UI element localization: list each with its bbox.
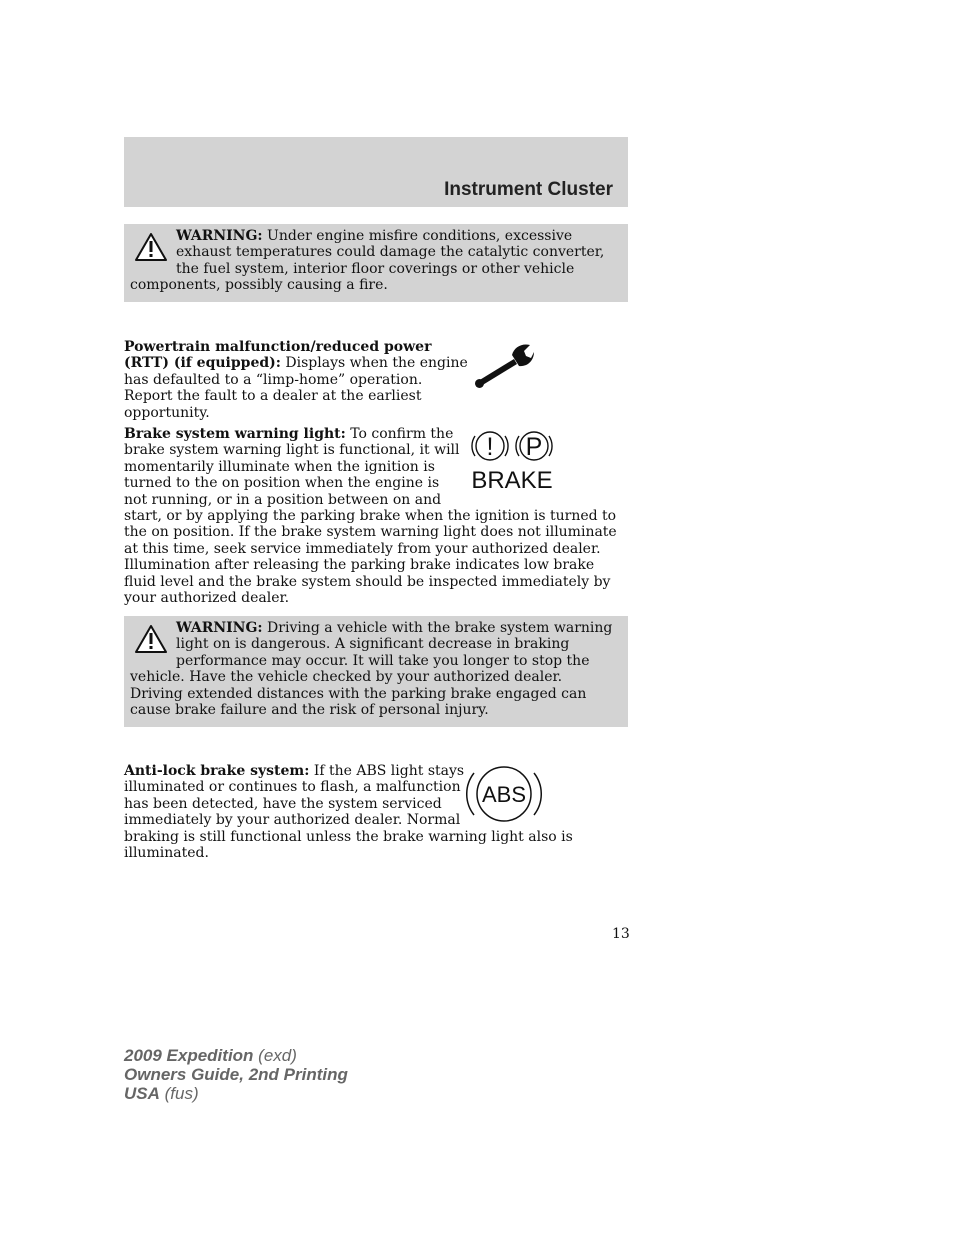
section-abs — [124, 763, 630, 861]
warning-text — [130, 620, 618, 718]
section-title: Instrument Cluster — [444, 179, 613, 200]
abs-text — [124, 763, 630, 861]
footer-line-2: Owners Guide, 2nd Printing — [124, 1065, 348, 1084]
brake-p-symbol: P — [525, 433, 543, 461]
warning-box-misfire — [124, 224, 628, 302]
section-powertrain — [124, 339, 630, 421]
warning-box-brake — [124, 616, 628, 727]
brake-warning-symbol — [466, 428, 558, 494]
powertrain-heading: Powertrain malfunction/reduced power (RTT) (if equipped): — [124, 339, 432, 372]
brake-exclamation-symbol: ! — [486, 433, 494, 461]
warning-text — [130, 228, 618, 294]
brake-symbol-label: BRAKE — [471, 467, 553, 494]
abs-warning-symbol — [466, 763, 542, 827]
brake-body: To confirm the brake system warning light is functional, it will momentarily illuminate when the ignition is turned to the on position when the engine is not running, or in a position between on and start, or by applying the parking brake when the ignition is turned to the on position. If the brake system warning light does not illuminate at this time, seek service immediately from your authorized dealer. Illumination after releasing the parking brake indicates low brake fluid level and the brake system should be inspected immediately by your authorized dealer. — [124, 426, 617, 607]
warning-triangle-icon — [134, 232, 168, 262]
warning-triangle-icon — [134, 624, 168, 654]
warning-body: Under engine misfire conditions, excessive exhaust temperatures could damage the catalytic converter, the fuel system, interior floor coverings or other vehicle components, possibly causing a fire. — [130, 228, 605, 294]
footer-line-3: USA (fus) — [124, 1084, 199, 1103]
document-footer — [124, 1046, 348, 1103]
page-number: 13 — [612, 926, 630, 942]
powertrain-body: Displays when the engine has defaulted to a “limp-home” operation. Report the fault to a dealer at the earliest opportunity. — [124, 355, 468, 421]
wrench-icon — [470, 341, 534, 391]
abs-heading: Anti-lock brake system: — [124, 763, 310, 779]
warning-label: WARNING: — [176, 228, 263, 244]
warning-label: WARNING: — [176, 620, 263, 636]
footer-line-1: 2009 Expedition (exd) — [124, 1046, 297, 1065]
warning-body: Driving a vehicle with the brake system warning light on is dangerous. A significant decrease in braking performance may occur. It will take you longer to stop the vehicle. Have the vehicle checked by your authorized dealer. Driving extended distances with the parking brake engaged can cause brake failure and the risk of personal injury. — [130, 620, 613, 719]
powertrain-text — [124, 339, 630, 421]
brake-heading: Brake system warning light: — [124, 426, 346, 442]
abs-body: If the ABS light stays illuminated or continues to flash, a malfunction has been detected, have the system serviced immediately by your authorized dealer. Normal braking is still functional unless the brake warning light also is illuminated. — [124, 763, 573, 862]
section-header-bar — [124, 137, 628, 207]
abs-symbol-label: ABS — [481, 782, 527, 807]
section-brake-warning — [124, 426, 630, 606]
